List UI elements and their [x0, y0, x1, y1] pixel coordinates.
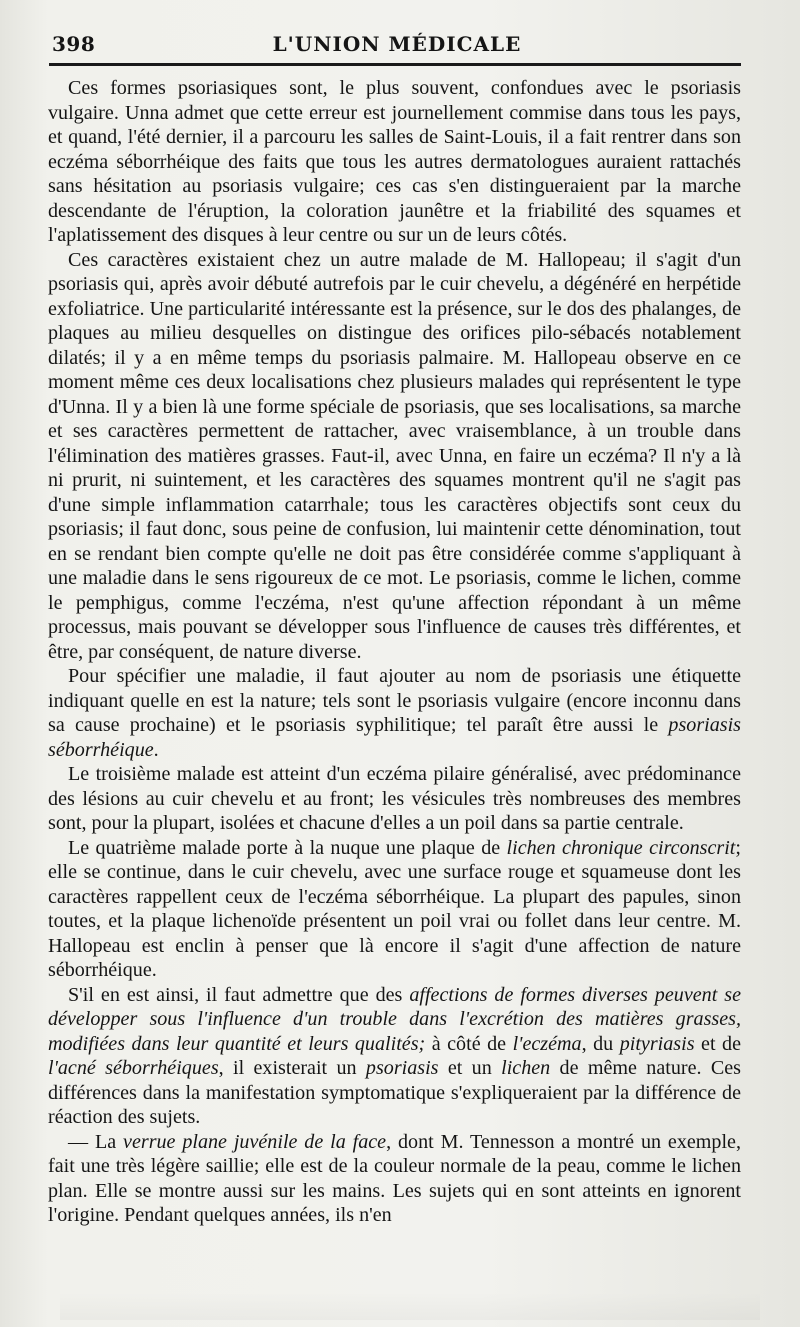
text-run: , dont M. Tennesson a montré un exemple, fait une très légère saillie; elle est de la couleur normale de la peau, comme le lichen plan. Elle se montre aussi sur les mains. Les sujets qui en sont atteints en ignorent l'origine. Pendant quelques années, ils n'en: [48, 1130, 741, 1226]
paragraph-p7: [48, 1130, 741, 1228]
page-header: [52, 30, 742, 62]
header-rule: [49, 63, 741, 66]
page-number: 398: [52, 32, 96, 56]
paragraph-p4: [48, 762, 741, 836]
italic-text: affections de formes diverses peuvent se développer sous l'influence d'un trouble dans l'excrétion des matières grasses, modifiées dans leur quantité et leurs qualités;: [48, 983, 741, 1055]
text-run: de même nature. Ces différences dans la manifestation symptomatique s'expliqueraient par la différence de réaction des sujets.: [48, 1057, 741, 1128]
text-run: Ces formes psoriasiques sont, le plus souvent, confondues avec le psoriasis vulgaire. Unna admet que cette erreur est journellement commise dans tous les pays, et quand, l'été dernier, il a parcouru les salles de Saint-Louis, il a fait rentrer dans son eczéma séborrhéique des faits que tous les autres dermatologues auraient rattachés sans hésitation au psoriasis vulgaire; ces cas s'en distingueraient par la marche descendante de l'éruption, la coloration jaunêtre et la friabilité des squames et l'aplatissement des disques à leur centre ou sur un de leurs côtés.: [48, 77, 741, 246]
italic-text: pityriasis: [619, 1032, 695, 1055]
text-run: et un: [438, 1057, 502, 1079]
paragraph-p2: [48, 248, 741, 665]
italic-text: lichen chronique circonscrit: [506, 836, 736, 859]
show-through-shadow: [60, 1292, 760, 1320]
italic-text: verrue plane juvénile de la face: [123, 1130, 387, 1153]
text-run: ; elle se continue, dans le cuir chevelu, avec une surface rouge et squameuse dont les caractères rappellent ceux de l'eczéma séborrhéique. La plupart des papules, sinon toutes, et la plaque lichenoïde présentent un poil vrai ou follet dans leur centre. M. Hallopeau est enclin à penser que là encore il s'agit d'une affection de nature séborrhéique.: [48, 836, 741, 981]
italic-text: psoriasis: [365, 1057, 439, 1079]
text-run: et de: [694, 1032, 742, 1055]
text-run: à côté de: [425, 1032, 513, 1055]
paragraph-p3: [48, 664, 741, 762]
text-run: , il existerait un: [218, 1057, 366, 1079]
italic-text: lichen: [501, 1057, 551, 1079]
italic-text: l'eczéma: [512, 1032, 582, 1055]
text-run: Le troisième malade est atteint d'un eczéma pilaire généralisé, avec prédominance des lésions au cuir chevelu et au front; les vésicules très nombreuses des membres sont, pour la plupart, isolées et chacune d'elles a un poil dans sa partie centrale.: [48, 763, 741, 834]
text-run: .: [153, 738, 159, 761]
italic-text: psoriasis séborrhéique: [48, 714, 741, 761]
running-title: L'UNION MÉDICALE: [272, 32, 522, 56]
text-run: — La: [68, 1130, 124, 1153]
paragraph-p1: [48, 76, 741, 248]
text-run: Pour spécifier une maladie, il faut ajouter au nom de psoriasis une étiquette indiquant quelle en est la nature; tels sont le psoriasis vulgaire (encore inconnu dans sa cause prochaine) et le psoriasis syphilitique; tel paraît être aussi le: [48, 665, 741, 736]
italic-text: l'acné séborrhéiques: [48, 1057, 219, 1079]
paragraph-p5: [48, 836, 741, 983]
text-run: S'il en est ainsi, il faut admettre que des: [68, 983, 410, 1006]
text-run: Le quatrième malade porte à la nuque une plaque de: [68, 836, 507, 859]
text-run: , du: [581, 1032, 620, 1055]
article-body: [48, 76, 741, 1228]
paragraph-p6: [48, 983, 741, 1130]
text-run: Ces caractères existaient chez un autre malade de M. Hallopeau; il s'agit d'un psoriasis qui, après avoir débuté autrefois par le cuir chevelu, a dégénéré en herpétide exfoliatrice. Une particularité intéressante est la présence, sur le dos des phalanges, de plaques au milieu desquelles on distingue des orifices pilo-sébacés notablement dilatés; il y a en même temps du psoriasis palmaire. M. Hallopeau observe en ce moment même ces deux localisations chez plusieurs malades qui représentent le type d'Unna. Il y a bien là une forme spéciale de psoriasis, que ses localisations, sa marche et ses caractères permettent de rattacher, avec vraisemblance, à un trouble dans l'élimination des matières grasses. Faut-il, avec Unna, en faire un eczéma? Il n'y a là ni prurit, ni suintement, et les caractères des squames montrent qu'il ne s'agit pas d'une simple inflammation catarrhale; tous les caractères objectifs sont ceux du psoriasis; il faut donc, sous peine de confusion, lui maintenir cette dénomination, tout en se rendant bien compte qu'elle ne doit pas être considérée comme s'appliquant à une maladie dans le sens rigoureux de ce mot. Le psoriasis, comme le lichen, comme le pemphigus, comme l'eczéma, n'est qu'une affection répondant à un même processus, mais pouvant se développer sous l'influence de causes très différentes, et être, par conséquent, de nature diverse.: [48, 248, 741, 663]
